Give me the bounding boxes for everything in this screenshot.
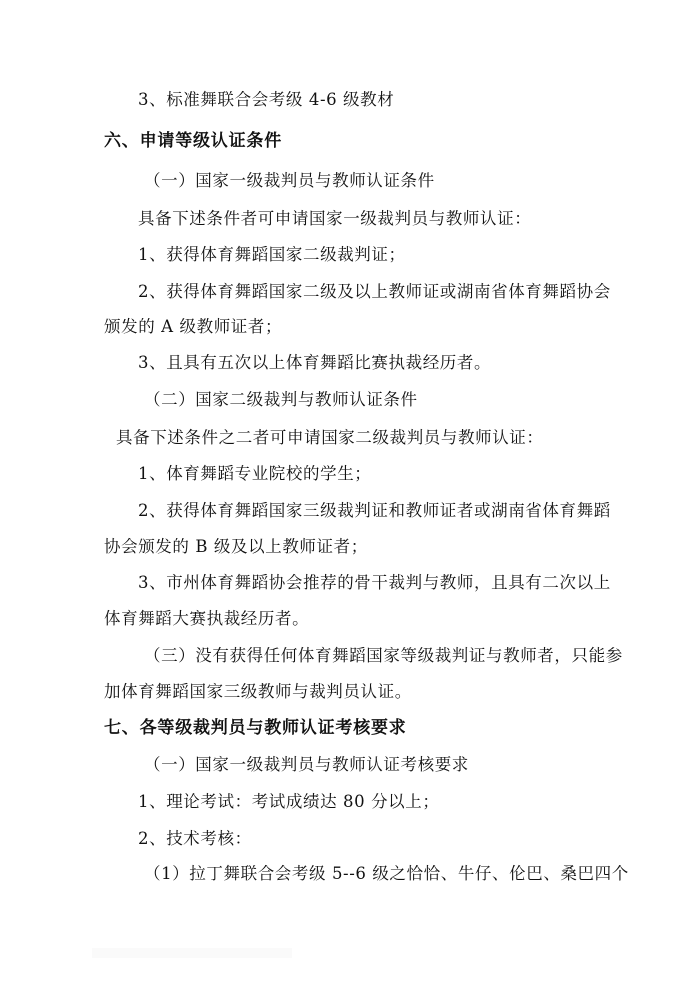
text-line: 具备下述条件者可申请国家一级裁判员与教师认证： [138,209,532,228]
subsection-heading: （一）国家一级裁判员与教师认证考核要求 [144,755,469,774]
text-line: 体育舞蹈大赛执裁经历者。 [104,609,310,628]
text-line: （三）没有获得任何体育舞蹈国家等级裁判证与教师者，只能参 [144,646,623,665]
text-line: 2、获得体育舞蹈国家二级及以上教师证或湖南省体育舞蹈协会 [138,282,611,301]
text-line: 2、获得体育舞蹈国家三级裁判证和教师证者或湖南省体育舞蹈 [138,501,611,520]
text-line: 2、技术考核： [138,829,252,848]
text-line: 颁发的 A 级教师证者； [104,317,283,336]
text-line: 1、体育舞蹈专业院校的学生； [138,464,372,483]
subsection-heading: （一）国家一级裁判员与教师认证条件 [144,171,435,190]
section-heading: 七、各等级裁判员与教师认证考核要求 [104,718,407,738]
faint-footer-artifact [92,948,292,958]
subsection-heading: （二）国家二级裁判与教师认证条件 [144,390,418,409]
section-heading: 六、申请等级认证条件 [104,131,282,151]
text-line: 1、获得体育舞蹈国家二级裁判证； [138,245,406,264]
text-line: 3、市州体育舞蹈协会推荐的骨干裁判与教师，且具有二次以上 [138,573,611,592]
text-line: 具备下述条件之二者可申请国家二级裁判员与教师认证： [116,428,544,447]
text-line: （1）拉丁舞联合会考级 5--6 级之恰恰、牛仔、伦巴、桑巴四个 [144,864,629,883]
text-line: 加体育舞蹈国家三级教师与裁判员认证。 [104,682,412,701]
text-line: 1、理论考试：考试成绩达 80 分以上； [138,792,440,811]
text-line: 协会颁发的 B 级及以上教师证者； [104,537,368,556]
text-line: 3、且具有五次以上体育舞蹈比赛执裁经历者。 [138,353,492,372]
text-line: 3、标准舞联合会考级 4-6 级教材 [138,90,395,109]
